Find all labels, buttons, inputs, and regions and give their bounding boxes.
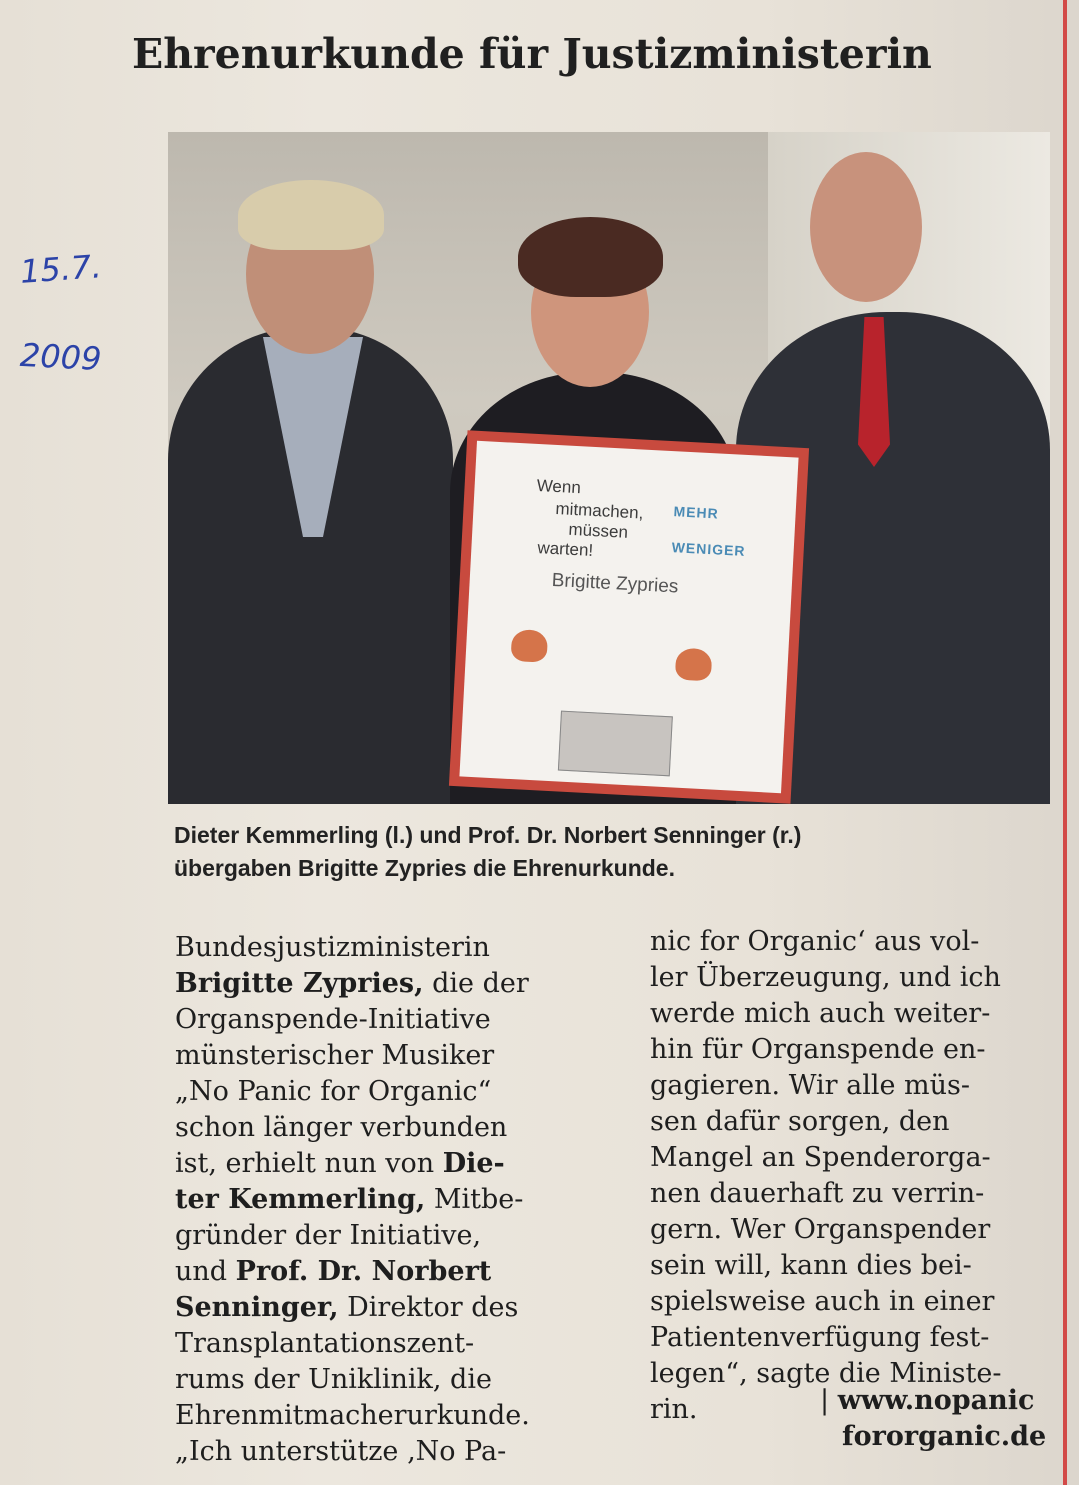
article-line: Bundesjustizministerin	[175, 932, 490, 963]
article-line: münsterischer Musiker	[175, 1040, 495, 1071]
article-column-left	[175, 930, 597, 1470]
article-line: Brigitte Zypries, die der	[175, 968, 529, 999]
caption-line: Dieter Kemmerling (l.) und Prof. Dr. Norbert Senninger (r.)	[174, 822, 802, 848]
article-line: nic for Organic‘ aus vol-	[650, 926, 980, 957]
article-line: nen dauerhaft zu verrin-	[650, 1178, 985, 1209]
left-person-hair	[238, 180, 384, 250]
certificate-line: mitmachen,	[555, 499, 644, 523]
certificate-card-image	[558, 711, 673, 777]
website-url-line1: www.nopanic	[837, 1385, 1035, 1416]
article-line: Mangel an Spenderorga-	[650, 1142, 991, 1173]
article-line: ler Überzeugung, und ich	[650, 962, 1001, 993]
bold-name: ter Kemmerling,	[175, 1184, 426, 1215]
website-url-line2: fororganic.de	[842, 1421, 1047, 1452]
article-line: rin.	[650, 1394, 698, 1425]
article-photo	[168, 132, 1050, 804]
article-column-right	[650, 924, 1048, 1428]
article-line: Transplantationszent-	[175, 1328, 475, 1359]
article-line: „No Panic for Organic“	[175, 1076, 492, 1107]
center-person-hair	[518, 217, 663, 297]
article-line: rums der Uniklinik, die	[175, 1364, 492, 1395]
article-line: gagieren. Wir alle müs-	[650, 1070, 971, 1101]
honorary-certificate	[449, 430, 809, 803]
article-line: hin für Organspende en-	[650, 1034, 986, 1065]
article-line: gründer der Initiative,	[175, 1220, 482, 1251]
bold-name: Die-	[442, 1148, 505, 1179]
article-line: Senninger, Direktor des	[175, 1292, 519, 1323]
article-line: spielsweise auch in einer	[650, 1286, 995, 1317]
certificate-name: Brigitte Zypries	[551, 569, 679, 598]
certificate-line: müssen	[568, 519, 629, 542]
article-headline: Ehrenurkunde für Justizministerin	[132, 30, 932, 78]
red-border-line	[1063, 0, 1067, 1485]
article-line: „Ich unterstütze ‚No Pa-	[175, 1436, 507, 1467]
handwritten-year	[19, 336, 102, 378]
certificate-line: Wenn	[536, 476, 582, 498]
bold-name: Brigitte Zypries,	[175, 968, 424, 999]
article-line: Ehrenmitmacherurkunde.	[175, 1400, 530, 1431]
certificate-paper	[459, 441, 798, 793]
bold-name: Prof. Dr. Norbert	[235, 1256, 492, 1287]
article-line: ter Kemmerling, Mitbe-	[175, 1184, 524, 1215]
website-url-line2-wrap	[842, 1421, 1046, 1452]
photo-caption	[174, 819, 1054, 885]
article-line: schon länger verbunden	[175, 1112, 508, 1143]
website-url: | www.nopanic	[820, 1385, 1035, 1416]
article-line: werde mich auch weiter-	[650, 998, 991, 1029]
article-line: gern. Wer Organspender	[650, 1214, 991, 1245]
handwritten-date	[19, 247, 103, 291]
bold-name: Senninger,	[175, 1292, 339, 1323]
article-line: Organspende-Initiative	[175, 1004, 491, 1035]
heart-right-icon	[675, 648, 713, 682]
certificate-line: warten!	[537, 538, 594, 561]
handwritten-year-line: 2009	[19, 335, 103, 379]
article-line: Patientenverfügung fest-	[650, 1322, 990, 1353]
heart-left-icon	[511, 629, 549, 663]
article-line: legen“, sagte die Ministe-	[650, 1358, 1002, 1389]
article-line: sen dafür sorgen, den	[650, 1106, 950, 1137]
article-line: ist, erhielt nun von Die-	[175, 1148, 505, 1179]
article-line: und Prof. Dr. Norbert	[175, 1256, 492, 1287]
caption-line: übergaben Brigitte Zypries die Ehrenurkunde.	[174, 855, 675, 881]
certificate-accent: MEHR	[673, 503, 720, 522]
article-line: sein will, kann dies bei-	[650, 1250, 972, 1281]
handwritten-date-line: 15.7.	[18, 247, 103, 291]
right-person-head	[810, 152, 922, 302]
certificate-accent: WENIGER	[671, 539, 746, 559]
